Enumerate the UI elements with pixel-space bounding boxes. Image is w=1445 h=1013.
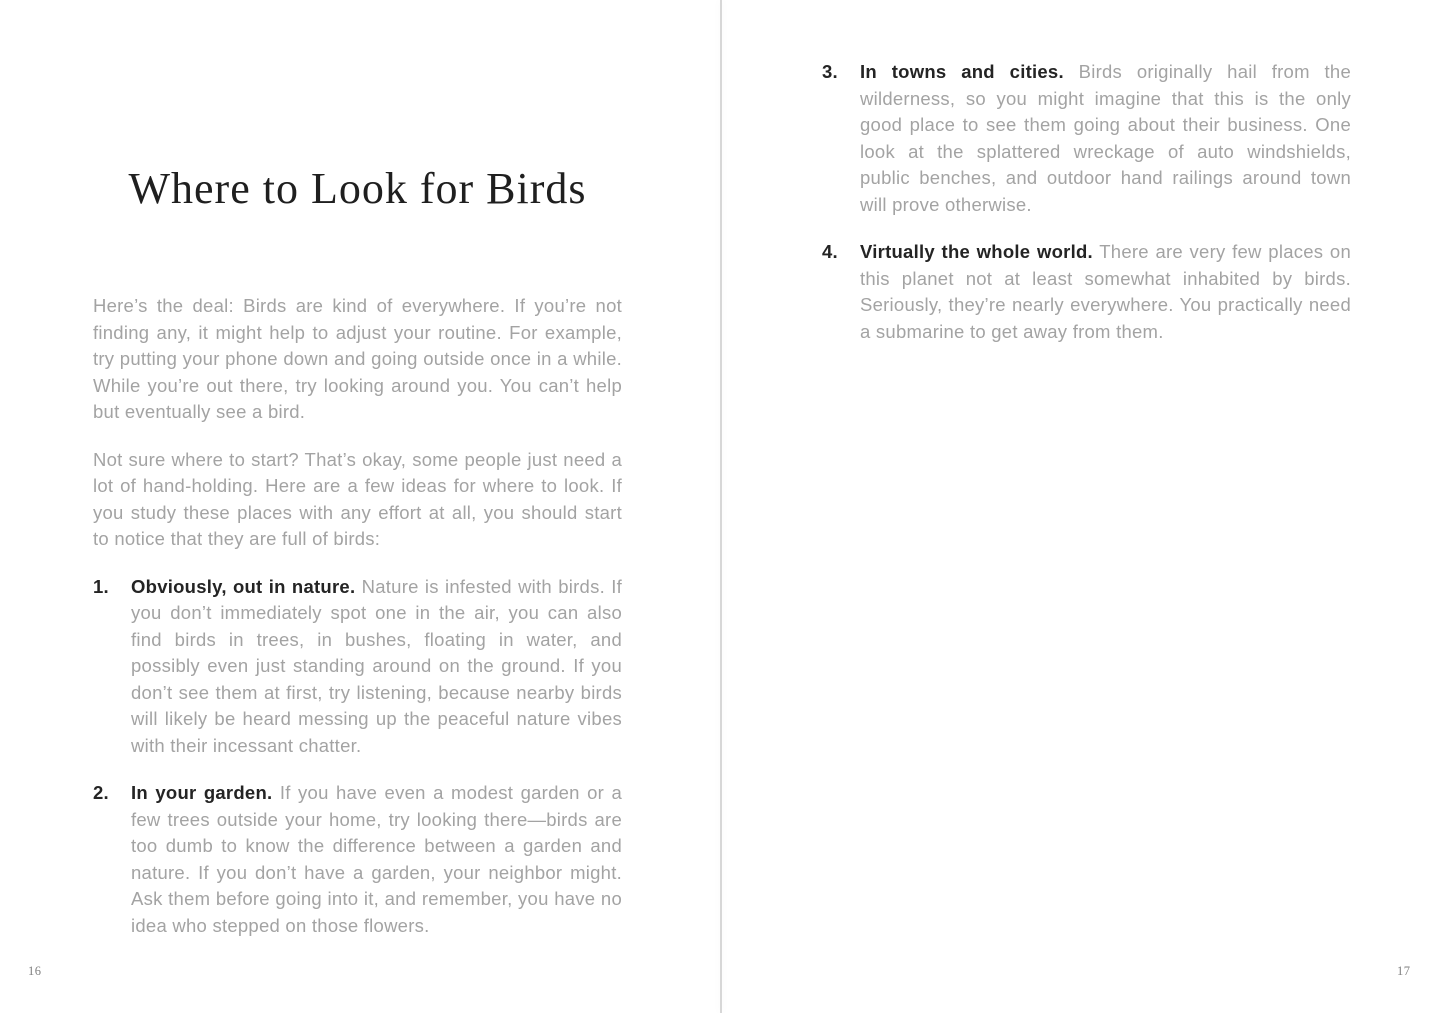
- intro-paragraph-1: Here’s the deal: Birds are kind of everywhere. If you’re not finding any, it might help to adjust your routine. For example, try putting your phone down and going outside once in a while. While you’re out there, try looking around you. You can’t help but eventually see a bird.: [93, 295, 622, 423]
- list-item-text: [131, 574, 622, 760]
- numbered-list-item-3: [822, 59, 1351, 218]
- numbered-list-item-1: [93, 574, 622, 760]
- list-item-number: 2.: [93, 782, 109, 804]
- list-item-text: [131, 780, 622, 939]
- page-number-right: 17: [1397, 964, 1411, 978]
- list-item-lead: Obviously, out in nature.: [131, 575, 356, 597]
- list-item-number: 1.: [93, 575, 109, 597]
- page-left: [93, 0, 622, 939]
- intro-paragraph-2: Not sure where to start? That’s okay, some people just need a lot of hand-holding. Here are a few ideas for where to look. If you study these places with any effort at all, you should start to notice that they are full of birds:: [93, 448, 622, 550]
- list-item-text: [860, 59, 1351, 218]
- list-item-number: 3.: [822, 61, 838, 82]
- chapter-title: Where to Look for Birds: [128, 164, 587, 213]
- page-right: [822, 0, 1351, 345]
- list-item-body: There are very few places on this planet not at least somewhat inhabited by birds. Seriously, they’re nearly everywhere. You practically need a submarine to get away from them.: [860, 241, 1351, 342]
- page-gutter-divider: [720, 0, 722, 1013]
- list-item-body: Nature is infested with birds. If you don’t immediately spot one in the air, you can also find birds in trees, in bushes, floating in water, and possibly even just standing around on the ground. If you don’t see them at first, try listening, because nearby birds will likely be heard messing up the peaceful nature vibes with their incessant chatter.: [131, 575, 622, 756]
- numbered-list-item-2: [93, 780, 622, 939]
- page-number-left: 16: [28, 964, 42, 978]
- list-item-body: Birds originally hail from the wilderness, so you might imagine that this is the only good place to see them going about their business. One look at the splattered wreckage of auto windshields, public benches, and outdoor hand railings around town will prove otherwise.: [860, 61, 1352, 215]
- numbered-list-item-4: [822, 239, 1351, 345]
- list-item-number: 4.: [822, 241, 838, 262]
- list-item-lead: Virtually the whole world.: [860, 241, 1093, 262]
- list-item-lead: In towns and cities.: [860, 61, 1064, 82]
- list-item-body: If you have even a modest garden or a few trees outside your home, try looking there—birds are too dumb to know the difference between a garden and nature. If you don’t have a garden, your neighbor might. Ask them before going into it, and remember, you have no idea who stepped on those flowers.: [131, 782, 622, 936]
- list-item-text: [860, 239, 1351, 345]
- list-item-lead: In your garden.: [131, 782, 273, 804]
